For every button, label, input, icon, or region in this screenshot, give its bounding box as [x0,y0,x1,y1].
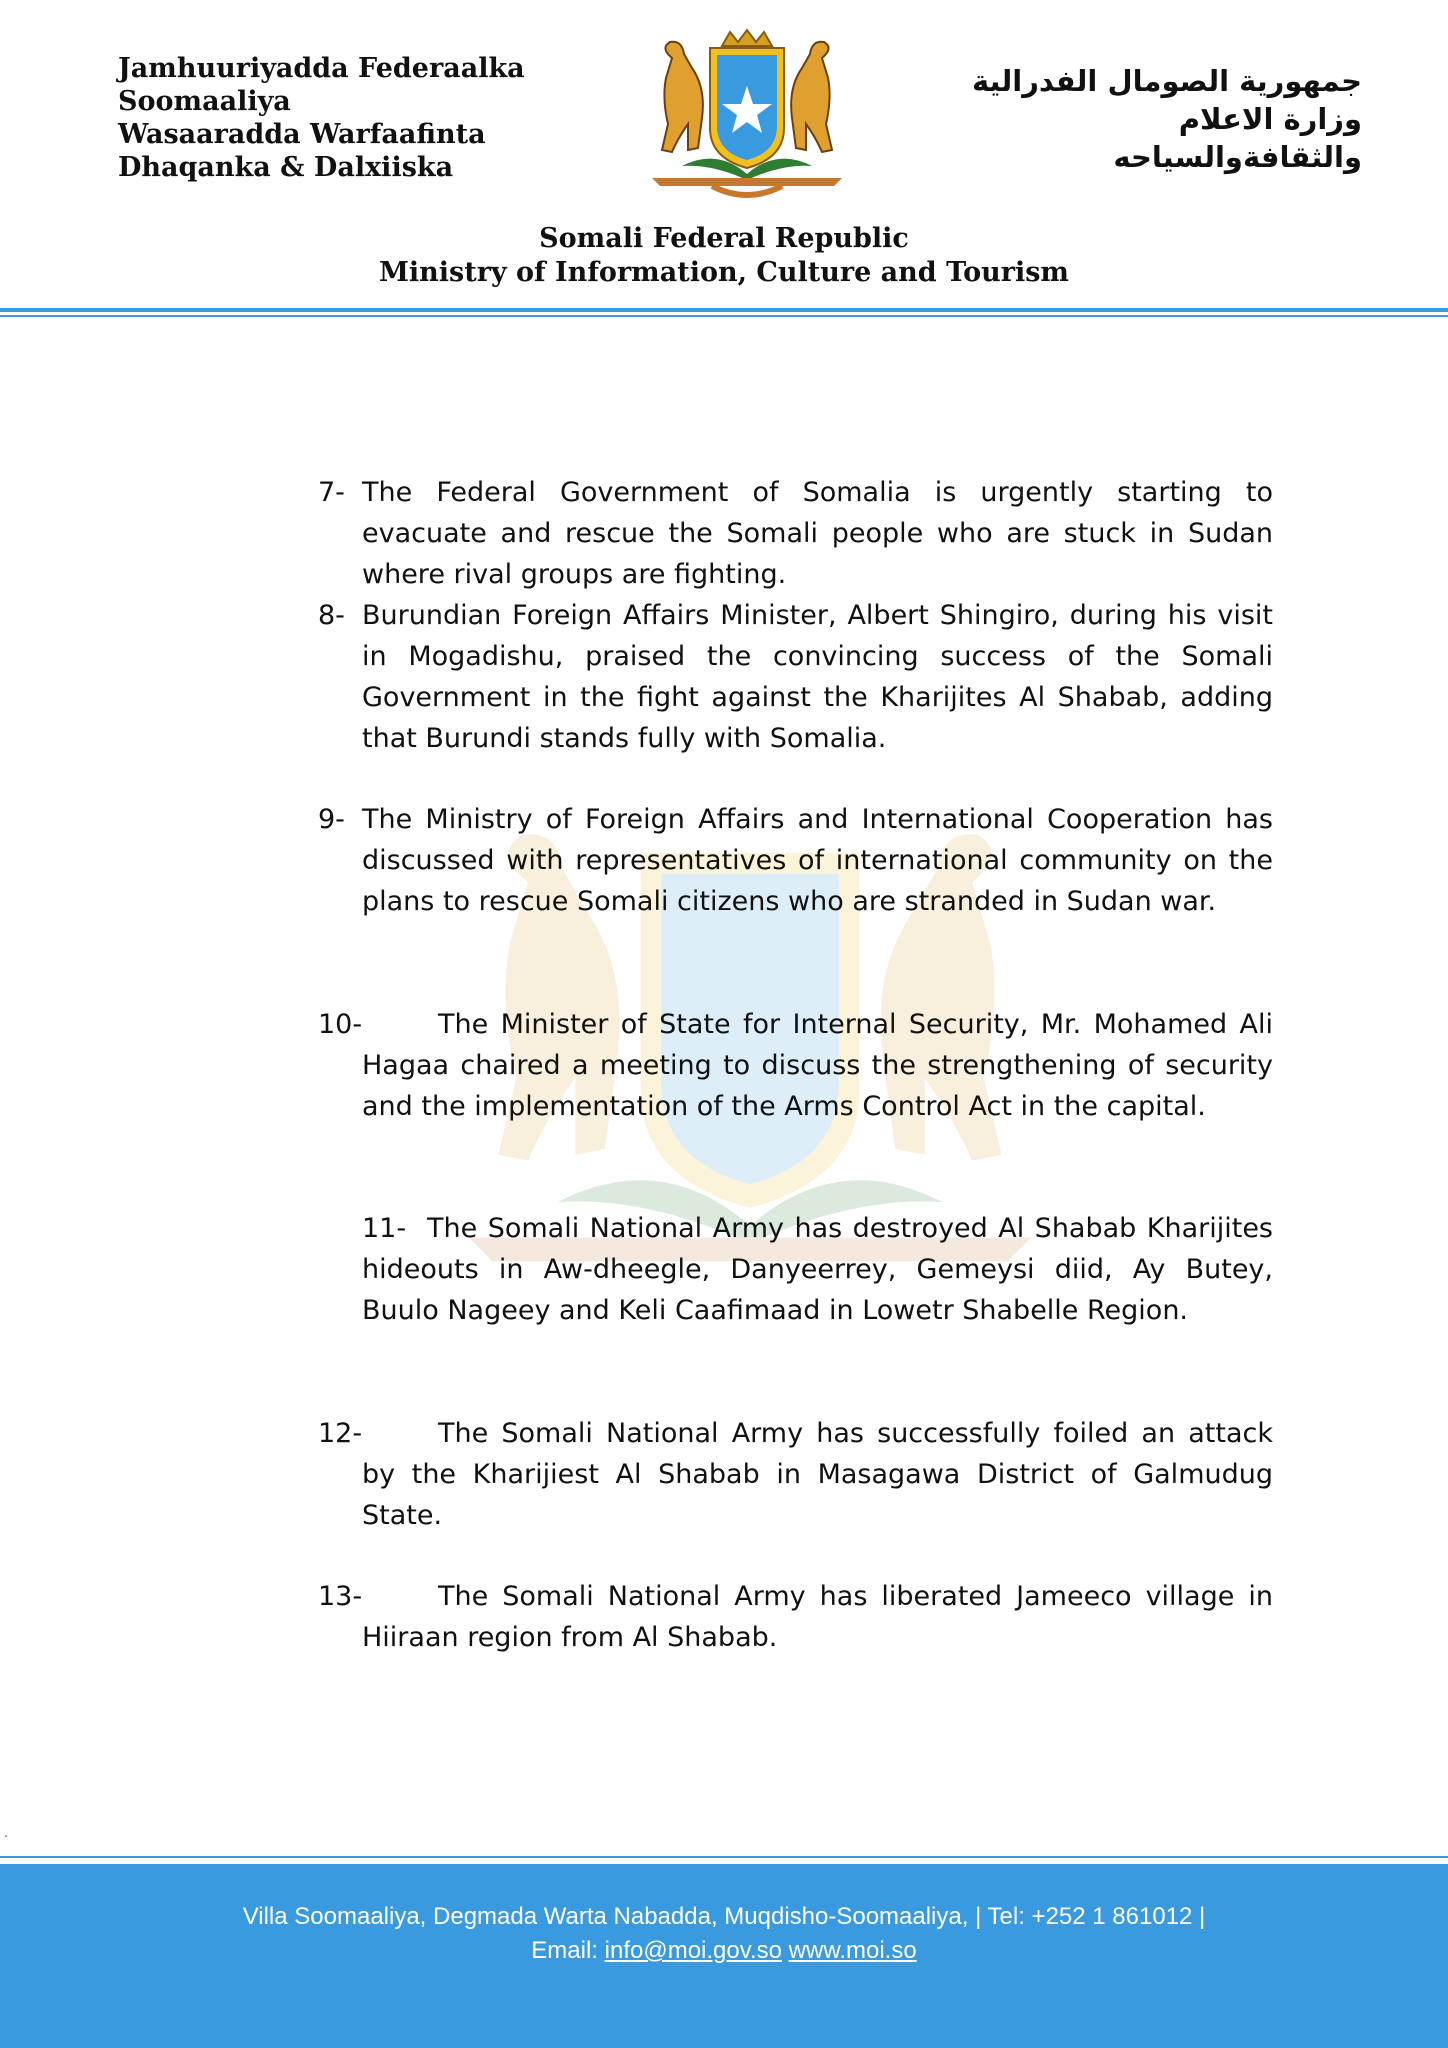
item-text: The Federal Government of Somalia is urgently starting to evacuate and rescue the Somali people who are stuck in Sudan where rival groups are fighting. [362,477,1273,590]
item-text: The Somali National Army has liberated Jameeco village in Hiiraan region from Al Shabab. [362,1581,1273,1653]
header-left-line-3: Wasaaradda Warfaafinta [118,119,486,150]
list-item [318,799,1273,922]
header-divider-thin [0,315,1448,317]
item-text: The Somali National Army has destroyed Al Shabab Kharijites hideouts in Aw-dheegle, Danyeerrey, Gemeysi diid, Ay Butey, Buulo Nageey and Keli Caafimaad in Lowetr Shabelle Region. [362,1213,1273,1326]
item-number: 7- [318,477,345,508]
item-text: The Ministry of Foreign Affairs and International Cooperation has discussed with representatives of international community on the plans to rescue Somali citizens who are stranded in Sudan war. [362,804,1273,917]
list-item [318,472,1273,595]
item-number: 11- [362,1213,407,1244]
header-left-line-4: Dhaqanka & Dalxiiska [118,152,454,183]
footer-email-label: Email: [531,1937,598,1964]
list-item [318,1413,1273,1536]
item-text: The Somali National Army has successfully foiled an attack by the Kharijiest Al Shabab in Masagawa District of Galmudug State. [362,1418,1273,1531]
letterhead-titles [0,222,1448,290]
letterhead-title: Somali Federal Republic [539,223,909,254]
header-divider [0,308,1448,312]
list-item [318,1004,1273,1127]
list-item [318,1208,1273,1331]
item-number: 9- [318,804,345,835]
item-number: 12- [318,1418,363,1449]
stray-mark: . [4,1826,8,1840]
footer-website-link[interactable]: www.moi.so [788,1937,917,1964]
footer-email-link[interactable]: info@moi.gov.so [604,1937,782,1964]
item-number: 10- [318,1009,363,1040]
footer-divider [0,1856,1448,1858]
item-text: Burundian Foreign Affairs Minister, Albert Shingiro, during his visit in Mogadishu, praised the convincing success of the Somali Government in the fight against the Kharijites Al Shabab, adding that Burundi stands fully with Somalia. [362,600,1273,754]
header-left-line-2: Soomaaliya [118,86,291,117]
item-number: 8- [318,600,345,631]
header-right-line-2: وزارة الاعلام [1178,102,1362,136]
header-right-line-1: جمهورية الصومال الفدرالية [971,64,1362,98]
list-item [318,595,1273,759]
list-item [318,1576,1273,1658]
header-right-block [892,62,1362,176]
footer [0,1864,1448,2048]
header-left-block [118,52,525,184]
item-number: 13- [318,1581,363,1612]
header-left-line-1: Jamhuuriyadda Federaalka [118,53,525,84]
letterhead-subtitle: Ministry of Information, Culture and Tourism [379,257,1069,288]
footer-address: Villa Soomaaliya, Degmada Warta Nabadda, Muqdisho-Soomaaliya, | Tel: +252 1 861012 | [242,1903,1206,1930]
footer-contact [0,1934,1448,1968]
header-right-line-3: والثقافةوالسياحه [1113,140,1362,174]
item-text: The Minister of State for Internal Security, Mr. Mohamed Ali Hagaa chaired a meeting to discuss the strengthening of security and the implementation of the Arms Control Act in the capital. [362,1009,1273,1122]
somali-coat-of-arms-icon [622,28,872,208]
